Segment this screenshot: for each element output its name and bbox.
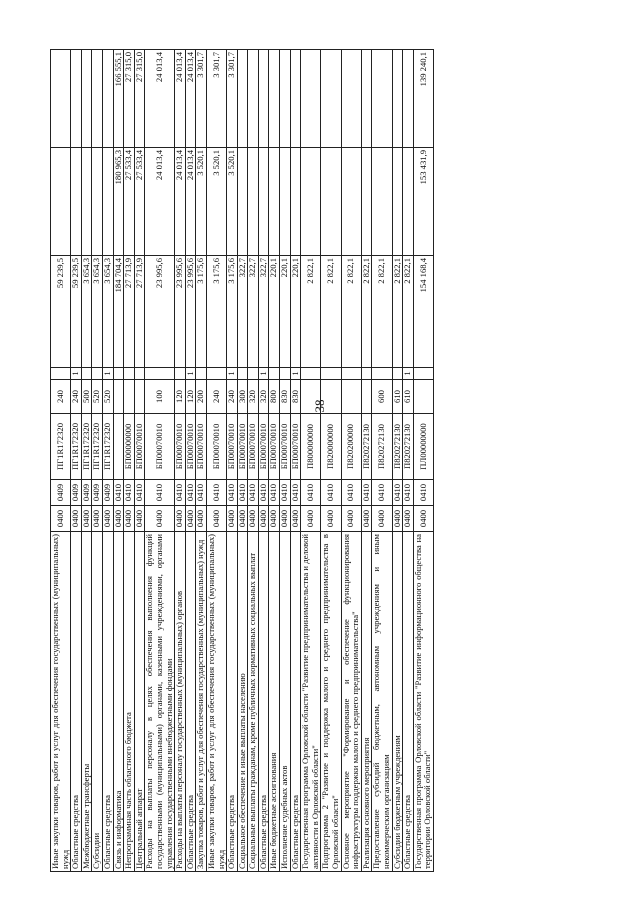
row-expense-type: 610 — [392, 380, 403, 414]
row-amount-2: 24 013,4 — [145, 148, 175, 256]
row-target-code: ПГ1R172320 — [81, 414, 92, 480]
row-expense-type: 830 — [290, 380, 301, 414]
row-amount-1: 3 175,6 — [227, 256, 238, 368]
row-amount-3: 24 013,4 — [185, 50, 196, 148]
row-target-code: П820272130 — [372, 414, 392, 480]
row-name: Закупка товаров, работ и услуг для обеспечения государственных (муниципальных) нужд — [196, 532, 207, 872]
row-amount-2 — [258, 148, 269, 256]
row-expense-type — [301, 380, 321, 414]
row-amount-2 — [301, 148, 321, 256]
table-row — [361, 50, 372, 872]
row-target-code: ПЛ00000000 — [413, 414, 433, 480]
row-section: 0400 — [206, 506, 226, 532]
table-row — [290, 50, 301, 872]
row-subsection: 0410 — [321, 480, 341, 506]
row-amount-2 — [403, 148, 414, 256]
row-amount-1: 2 822,1 — [361, 256, 372, 368]
row-section: 0400 — [185, 506, 196, 532]
row-amount-3: 139 240,1 — [413, 50, 433, 148]
row-target-code: БП00070010 — [227, 414, 238, 480]
row-source — [81, 368, 92, 380]
row-section: 0400 — [51, 506, 71, 532]
row-subsection: 0410 — [124, 480, 135, 506]
row-amount-1: 322,7 — [258, 256, 269, 368]
table-row — [413, 50, 433, 872]
row-source — [206, 368, 226, 380]
row-source — [237, 368, 248, 380]
row-amount-2: 3 520,1 — [196, 148, 207, 256]
row-name: Областные средства — [403, 532, 414, 872]
table-body — [51, 50, 434, 872]
row-amount-3 — [372, 50, 392, 148]
row-amount-2 — [102, 148, 113, 256]
row-subsection: 0409 — [51, 480, 71, 506]
row-amount-2 — [341, 148, 361, 256]
row-amount-1: 2 822,1 — [403, 256, 414, 368]
table-row — [175, 50, 186, 872]
row-target-code: П820272130 — [403, 414, 414, 480]
table-row — [403, 50, 414, 872]
row-section: 0400 — [102, 506, 113, 532]
table-row — [51, 50, 71, 872]
row-target-code: БП00070010 — [134, 414, 145, 480]
row-section: 0400 — [175, 506, 186, 532]
row-amount-2: 3 520,1 — [227, 148, 238, 256]
row-amount-2 — [372, 148, 392, 256]
row-amount-3 — [237, 50, 248, 148]
row-section: 0400 — [124, 506, 135, 532]
row-section: 0400 — [392, 506, 403, 532]
table-row — [269, 50, 280, 872]
row-subsection: 0409 — [92, 480, 103, 506]
table-row — [237, 50, 248, 872]
row-target-code: БП00070010 — [248, 414, 259, 480]
row-amount-1: 3 654,3 — [92, 256, 103, 368]
row-target-code: БП00070010 — [196, 414, 207, 480]
row-section: 0400 — [301, 506, 321, 532]
row-section: 0400 — [248, 506, 259, 532]
row-target-code: П820200000 — [341, 414, 361, 480]
table-row — [372, 50, 392, 872]
row-section: 0400 — [280, 506, 291, 532]
row-target-code: БП00070010 — [258, 414, 269, 480]
row-amount-2 — [361, 148, 372, 256]
row-amount-3 — [341, 50, 361, 148]
row-amount-3 — [301, 50, 321, 148]
table-row — [301, 50, 321, 872]
row-target-code: БП00070010 — [206, 414, 226, 480]
row-amount-1: 3 175,6 — [206, 256, 226, 368]
row-target-code: БП00070010 — [269, 414, 280, 480]
row-amount-1: 154 168,4 — [413, 256, 433, 368]
table-row — [321, 50, 341, 872]
table-row — [102, 50, 113, 872]
row-name: Государственная программа Орловской области "Развитие информационного общества на территории Орловской области" — [413, 532, 433, 872]
row-expense-type: 320 — [248, 380, 259, 414]
table-row — [124, 50, 135, 872]
row-subsection: 0409 — [81, 480, 92, 506]
row-target-code: П820272130 — [392, 414, 403, 480]
row-expense-type: 200 — [196, 380, 207, 414]
row-expense-type: 240 — [71, 380, 82, 414]
row-amount-1: 2 822,1 — [392, 256, 403, 368]
row-amount-2: 3 520,1 — [206, 148, 226, 256]
row-source: 1 — [71, 368, 82, 380]
row-amount-3 — [81, 50, 92, 148]
row-source: 1 — [290, 368, 301, 380]
row-target-code: ПГ1R172320 — [92, 414, 103, 480]
table-row — [206, 50, 226, 872]
row-subsection: 0410 — [185, 480, 196, 506]
row-source — [248, 368, 259, 380]
row-subsection: 0410 — [269, 480, 280, 506]
row-expense-type — [341, 380, 361, 414]
row-source — [413, 368, 433, 380]
row-subsection: 0410 — [392, 480, 403, 506]
row-target-code: БП00070010 — [175, 414, 186, 480]
row-amount-2: 180 965,3 — [113, 148, 124, 256]
row-expense-type: 520 — [102, 380, 113, 414]
row-amount-2: 24 013,4 — [175, 148, 186, 256]
row-subsection: 0409 — [71, 480, 82, 506]
row-amount-1: 23 995,6 — [145, 256, 175, 368]
row-amount-1: 23 995,6 — [175, 256, 186, 368]
row-source — [280, 368, 291, 380]
row-name: Государственная программа Орловской области "Развитие предпринимательства и деловой активности в Орловской области" — [301, 532, 321, 872]
row-amount-1: 322,7 — [237, 256, 248, 368]
row-name: Иные бюджетные ассигнования — [269, 532, 280, 872]
row-name: Социальное обеспечение и иные выплаты населению — [237, 532, 248, 872]
row-source — [113, 368, 124, 380]
row-expense-type: 240 — [206, 380, 226, 414]
row-amount-3: 3 301,7 — [206, 50, 226, 148]
row-section: 0400 — [413, 506, 433, 532]
row-amount-1: 59 239,5 — [71, 256, 82, 368]
row-section: 0400 — [71, 506, 82, 532]
row-section: 0400 — [237, 506, 248, 532]
row-source — [372, 368, 392, 380]
row-amount-2: 27 533,4 — [124, 148, 135, 256]
row-expense-type: 830 — [280, 380, 291, 414]
row-name: Субсидии — [92, 532, 103, 872]
table-row — [248, 50, 259, 872]
row-expense-type: 240 — [227, 380, 238, 414]
row-expense-type — [413, 380, 433, 414]
row-amount-2 — [280, 148, 291, 256]
row-source — [361, 368, 372, 380]
row-subsection: 0410 — [113, 480, 124, 506]
row-amount-3 — [392, 50, 403, 148]
row-section: 0400 — [227, 506, 238, 532]
table-row — [145, 50, 175, 872]
row-amount-2 — [51, 148, 71, 256]
row-section: 0400 — [403, 506, 414, 532]
row-name: Предоставление субсидий бюджетным, автономным учреждениям и иным некоммерческим организациям — [372, 532, 392, 872]
row-subsection: 0410 — [301, 480, 321, 506]
row-amount-2 — [237, 148, 248, 256]
row-amount-3: 166 555,1 — [113, 50, 124, 148]
row-expense-type: 600 — [372, 380, 392, 414]
row-source — [392, 368, 403, 380]
row-section: 0400 — [113, 506, 124, 532]
row-amount-3 — [71, 50, 82, 148]
row-source — [145, 368, 175, 380]
row-amount-3: 24 013,4 — [175, 50, 186, 148]
table-row — [92, 50, 103, 872]
row-amount-1: 220,1 — [290, 256, 301, 368]
row-expense-type: 240 — [51, 380, 71, 414]
row-expense-type: 800 — [269, 380, 280, 414]
row-amount-1: 3 175,6 — [196, 256, 207, 368]
row-subsection: 0410 — [361, 480, 372, 506]
row-name: Субсидии бюджетным учреждениям — [392, 532, 403, 872]
row-name: Подпрограмма 2 "Развитие и поддержка малого и среднего предпринимательства в Орловской области" — [321, 532, 341, 872]
table-row — [81, 50, 92, 872]
row-amount-2 — [92, 148, 103, 256]
row-name: Областные средства — [185, 532, 196, 872]
row-section: 0400 — [134, 506, 145, 532]
row-target-code: БП00070010 — [237, 414, 248, 480]
row-amount-2 — [81, 148, 92, 256]
row-name: Непрограммная часть областного бюджета — [124, 532, 135, 872]
row-amount-1: 3 654,3 — [81, 256, 92, 368]
row-expense-type: 610 — [403, 380, 414, 414]
row-subsection: 0410 — [258, 480, 269, 506]
row-target-code: П820000000 — [321, 414, 341, 480]
row-name: Расходы на выплаты персоналу в целях обеспечения выполнения функций государственными (муниципальными) органами, казенными учреждениями, органами управления государственными внебюджетными фондами — [145, 532, 175, 872]
row-amount-3 — [290, 50, 301, 148]
row-subsection: 0410 — [145, 480, 175, 506]
row-target-code — [113, 414, 124, 480]
row-subsection: 0410 — [175, 480, 186, 506]
row-expense-type: 300 — [237, 380, 248, 414]
row-amount-3 — [361, 50, 372, 148]
row-name: Социальные выплаты гражданам, кроме публичных нормативных социальных выплат — [248, 532, 259, 872]
row-expense-type — [134, 380, 145, 414]
table-row — [280, 50, 291, 872]
row-expense-type — [124, 380, 135, 414]
row-target-code: БП00070010 — [145, 414, 175, 480]
row-name: Исполнение судебных актов — [280, 532, 291, 872]
row-subsection: 0410 — [227, 480, 238, 506]
row-source — [51, 368, 71, 380]
row-amount-1: 184 704,4 — [113, 256, 124, 368]
row-expense-type: 120 — [175, 380, 186, 414]
row-subsection: 0410 — [290, 480, 301, 506]
row-section: 0400 — [361, 506, 372, 532]
row-section: 0400 — [372, 506, 392, 532]
row-amount-1: 220,1 — [269, 256, 280, 368]
row-source: 1 — [227, 368, 238, 380]
row-amount-3 — [248, 50, 259, 148]
row-subsection: 0410 — [248, 480, 259, 506]
row-name: Областные средства — [258, 532, 269, 872]
row-source — [301, 368, 321, 380]
row-subsection: 0410 — [403, 480, 414, 506]
row-amount-1: 23 995,6 — [185, 256, 196, 368]
row-source — [341, 368, 361, 380]
row-amount-2: 24 013,4 — [185, 148, 196, 256]
table-row — [392, 50, 403, 872]
row-amount-3 — [280, 50, 291, 148]
row-source: 1 — [258, 368, 269, 380]
row-amount-3 — [321, 50, 341, 148]
row-section: 0400 — [290, 506, 301, 532]
row-name: Областные средства — [227, 532, 238, 872]
row-amount-3 — [102, 50, 113, 148]
row-amount-1: 2 822,1 — [372, 256, 392, 368]
row-name: Реализация основного мероприятия — [361, 532, 372, 872]
row-subsection: 0410 — [372, 480, 392, 506]
row-amount-1: 27 713,9 — [134, 256, 145, 368]
row-source — [269, 368, 280, 380]
row-target-code: ПГ1R172320 — [102, 414, 113, 480]
row-source — [124, 368, 135, 380]
row-section: 0400 — [92, 506, 103, 532]
row-name: Иные закупки товаров, работ и услуг для обеспечения государственных (муниципальных) нужд — [51, 532, 71, 872]
row-target-code: БП00070010 — [290, 414, 301, 480]
row-section: 0400 — [196, 506, 207, 532]
row-amount-3 — [269, 50, 280, 148]
row-name: Расходы на выплаты персоналу государственных (муниципальных) органов — [175, 532, 186, 872]
row-amount-1: 3 654,3 — [102, 256, 113, 368]
row-subsection: 0409 — [102, 480, 113, 506]
row-source: 1 — [185, 368, 196, 380]
row-amount-1: 2 822,1 — [301, 256, 321, 368]
budget-table-container — [50, 50, 434, 872]
row-source — [196, 368, 207, 380]
row-amount-3: 24 013,4 — [145, 50, 175, 148]
row-amount-2 — [392, 148, 403, 256]
table-row — [134, 50, 145, 872]
row-section: 0400 — [258, 506, 269, 532]
row-subsection: 0410 — [196, 480, 207, 506]
row-name: Областные средства — [290, 532, 301, 872]
row-amount-2: 153 431,9 — [413, 148, 433, 256]
row-amount-3 — [92, 50, 103, 148]
row-target-code: П820272130 — [361, 414, 372, 480]
row-expense-type: 100 — [145, 380, 175, 414]
row-amount-3: 27 315,0 — [124, 50, 135, 148]
table-row — [196, 50, 207, 872]
row-name: Областные средства — [102, 532, 113, 872]
row-source — [92, 368, 103, 380]
row-target-code: ПГ1R172320 — [51, 414, 71, 480]
budget-table — [50, 49, 434, 872]
row-amount-1: 322,7 — [248, 256, 259, 368]
row-amount-3 — [403, 50, 414, 148]
row-target-code: ПГ1R172320 — [71, 414, 82, 480]
row-amount-3 — [258, 50, 269, 148]
table-row — [71, 50, 82, 872]
row-amount-1: 2 822,1 — [321, 256, 341, 368]
table-row — [258, 50, 269, 872]
row-section: 0400 — [269, 506, 280, 532]
row-section: 0400 — [341, 506, 361, 532]
row-expense-type: 500 — [81, 380, 92, 414]
row-source: 1 — [102, 368, 113, 380]
row-source — [321, 368, 341, 380]
row-name: Областные средства — [71, 532, 82, 872]
row-amount-3: 3 301,7 — [196, 50, 207, 148]
row-expense-type: 520 — [92, 380, 103, 414]
row-amount-3 — [51, 50, 71, 148]
row-name: Связь и информатика — [113, 532, 124, 872]
row-amount-2 — [248, 148, 259, 256]
row-subsection: 0410 — [237, 480, 248, 506]
table-row — [227, 50, 238, 872]
row-amount-2 — [71, 148, 82, 256]
row-name: Основное мероприятие "Формирование и обеспечение функционирования инфраструктуры поддержки малого и среднего предпринимательства" — [341, 532, 361, 872]
table-row — [341, 50, 361, 872]
row-amount-2 — [290, 148, 301, 256]
row-amount-1: 220,1 — [280, 256, 291, 368]
row-expense-type: 320 — [258, 380, 269, 414]
row-target-code: БП00000000 — [124, 414, 135, 480]
row-name: Центральный аппарат — [134, 532, 145, 872]
row-expense-type — [321, 380, 341, 414]
row-target-code: БП00070010 — [185, 414, 196, 480]
row-subsection: 0410 — [134, 480, 145, 506]
row-subsection: 0410 — [280, 480, 291, 506]
row-subsection: 0410 — [341, 480, 361, 506]
table-row — [113, 50, 124, 872]
row-amount-2 — [321, 148, 341, 256]
row-source: 1 — [403, 368, 414, 380]
row-target-code: БП00070010 — [280, 414, 291, 480]
row-section: 0400 — [145, 506, 175, 532]
row-subsection: 0410 — [413, 480, 433, 506]
row-source — [175, 368, 186, 380]
row-section: 0400 — [321, 506, 341, 532]
row-amount-2 — [269, 148, 280, 256]
row-amount-2: 27 533,4 — [134, 148, 145, 256]
page-number: 38 — [312, 399, 327, 413]
row-target-code: П800000000 — [301, 414, 321, 480]
row-name: Межбюджетные трансферты — [81, 532, 92, 872]
row-name: Иные закупки товаров, работ и услуг для обеспечения государственных (муниципальных) нужд — [206, 532, 226, 872]
row-expense-type: 120 — [185, 380, 196, 414]
row-amount-1: 2 822,1 — [341, 256, 361, 368]
row-expense-type — [361, 380, 372, 414]
row-section: 0400 — [81, 506, 92, 532]
row-subsection: 0410 — [206, 480, 226, 506]
table-row — [185, 50, 196, 872]
row-amount-3: 3 301,7 — [227, 50, 238, 148]
row-amount-3: 27 315,0 — [134, 50, 145, 148]
row-source — [134, 368, 145, 380]
row-amount-1: 27 713,9 — [124, 256, 135, 368]
row-expense-type — [113, 380, 124, 414]
row-amount-1: 59 239,5 — [51, 256, 71, 368]
